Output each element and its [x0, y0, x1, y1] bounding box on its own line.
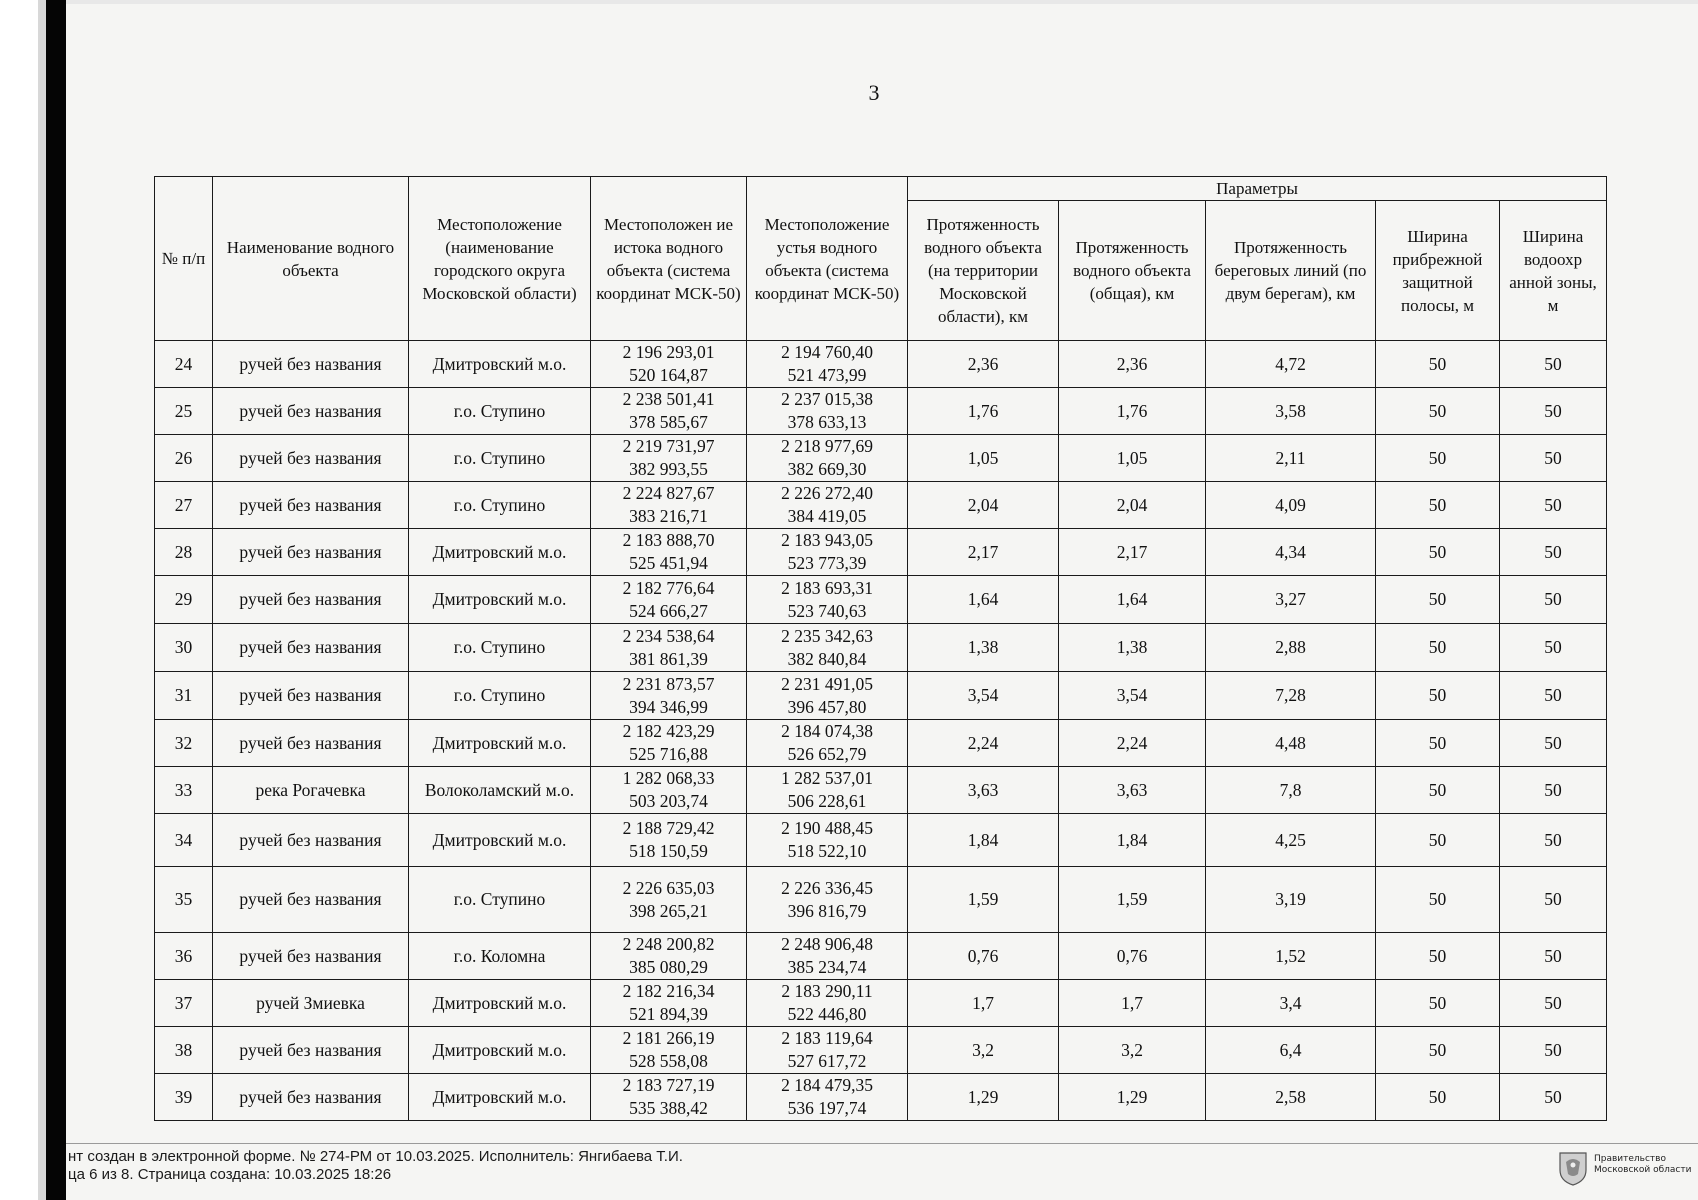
scan-top-edge [66, 0, 1698, 4]
row-len-total: 1,64 [1059, 576, 1206, 624]
source-x: 2 238 501,41 [622, 389, 715, 409]
row-location: Дмитровский м.о. [409, 341, 591, 388]
row-len-total: 2,24 [1059, 720, 1206, 767]
row-name: ручей без названия [213, 435, 409, 482]
source-x: 2 182 216,34 [622, 981, 715, 1001]
row-len-total: 0,76 [1059, 933, 1206, 980]
mouth-x: 2 235 342,63 [781, 625, 873, 646]
row-len-region: 0,76 [908, 933, 1059, 980]
row-protect-width: 50 [1500, 767, 1607, 814]
mouth-y: 523 740,63 [787, 600, 867, 621]
row-len-total: 1,38 [1059, 624, 1206, 672]
table-row [155, 867, 1607, 933]
row-len-region: 1,64 [908, 576, 1059, 624]
row-location: Дмитровский м.о. [409, 529, 591, 576]
table-body [155, 341, 1607, 1121]
mouth-x: 2 190 488,45 [781, 818, 873, 838]
mouth-x: 2 237 015,38 [781, 389, 873, 409]
row-coastal-width: 50 [1376, 576, 1500, 624]
row-source [591, 814, 747, 867]
row-source [591, 1027, 747, 1074]
mouth-y: 522 446,80 [787, 1004, 867, 1024]
table-row [155, 341, 1607, 388]
source-x: 2 182 776,64 [622, 577, 715, 598]
table-row [155, 529, 1607, 576]
row-num: 25 [155, 388, 213, 435]
table-row [155, 482, 1607, 529]
row-protect-width: 50 [1500, 1074, 1607, 1121]
source-x: 2 183 888,70 [622, 530, 715, 550]
row-protect-width: 50 [1500, 980, 1607, 1027]
footer-text [68, 1148, 683, 1184]
row-mouth [747, 529, 908, 576]
row-len-banks: 2,88 [1206, 624, 1376, 672]
mouth-x: 2 248 906,48 [781, 934, 873, 954]
row-len-banks: 2,11 [1206, 435, 1376, 482]
row-protect-width: 50 [1500, 814, 1607, 867]
source-y: 383 216,71 [629, 506, 708, 526]
mouth-y: 536 197,74 [787, 1098, 867, 1118]
source-y: 385 080,29 [629, 957, 708, 977]
source-x: 2 226 635,03 [622, 877, 715, 898]
row-num: 26 [155, 435, 213, 482]
row-mouth [747, 814, 908, 867]
table-row [155, 980, 1607, 1027]
row-name: ручей без названия [213, 1027, 409, 1074]
table-row [155, 624, 1607, 672]
row-source [591, 720, 747, 767]
row-coastal-width: 50 [1376, 814, 1500, 867]
row-location: Дмитровский м.о. [409, 814, 591, 867]
table-row [155, 388, 1607, 435]
row-len-total: 2,04 [1059, 482, 1206, 529]
row-len-region: 3,2 [908, 1027, 1059, 1074]
mouth-x: 2 184 074,38 [781, 721, 873, 741]
mouth-y: 396 457,80 [787, 696, 867, 717]
source-x: 2 183 727,19 [622, 1075, 715, 1095]
row-location: Дмитровский м.о. [409, 980, 591, 1027]
row-len-region: 1,84 [908, 814, 1059, 867]
source-x: 2 231 873,57 [622, 673, 715, 694]
table-row [155, 435, 1607, 482]
row-len-region: 3,63 [908, 767, 1059, 814]
row-name: река Рогачевка [213, 767, 409, 814]
mouth-x: 1 282 537,01 [781, 768, 873, 788]
row-len-total: 3,63 [1059, 767, 1206, 814]
page-number: 3 [868, 80, 880, 105]
row-protect-width: 50 [1500, 341, 1607, 388]
footer-line-1: нт создан в электронной форме. № 274-РМ от 10.03.2025. Исполнитель: Янгибаева Т.И. [68, 1148, 683, 1165]
source-x: 2 219 731,97 [622, 436, 715, 456]
row-protect-width: 50 [1500, 482, 1607, 529]
row-len-region: 1,38 [908, 624, 1059, 672]
row-location: г.о. Ступино [409, 672, 591, 720]
row-protect-width: 50 [1500, 1027, 1607, 1074]
source-x: 2 181 266,19 [622, 1028, 715, 1048]
row-coastal-width: 50 [1376, 867, 1500, 933]
row-len-total: 2,17 [1059, 529, 1206, 576]
row-len-banks: 1,52 [1206, 933, 1376, 980]
row-num: 35 [155, 867, 213, 933]
row-mouth [747, 1027, 908, 1074]
source-x: 2 188 729,42 [622, 818, 715, 838]
row-location: Дмитровский м.о. [409, 720, 591, 767]
row-num: 32 [155, 720, 213, 767]
mouth-y: 523 773,39 [787, 553, 867, 573]
row-source [591, 435, 747, 482]
row-num: 31 [155, 672, 213, 720]
row-len-banks: 2,58 [1206, 1074, 1376, 1121]
row-len-region: 1,76 [908, 388, 1059, 435]
mouth-y: 382 669,30 [787, 459, 867, 479]
footer-divider [66, 1143, 1698, 1144]
row-len-banks: 3,4 [1206, 980, 1376, 1027]
header-len-banks: Протяженность береговых линий (по двум берегам), км [1206, 201, 1376, 341]
row-mouth [747, 1074, 908, 1121]
mouth-y: 378 633,13 [787, 412, 867, 432]
row-source [591, 388, 747, 435]
row-name: ручей без названия [213, 482, 409, 529]
row-coastal-width: 50 [1376, 529, 1500, 576]
government-label-line-2: Московской области [1594, 1165, 1692, 1175]
row-coastal-width: 50 [1376, 720, 1500, 767]
row-num: 28 [155, 529, 213, 576]
row-mouth [747, 341, 908, 388]
row-location: г.о. Ступино [409, 435, 591, 482]
row-coastal-width: 50 [1376, 388, 1500, 435]
row-name: ручей без названия [213, 672, 409, 720]
row-num: 33 [155, 767, 213, 814]
row-len-region: 1,59 [908, 867, 1059, 933]
source-y: 503 203,74 [629, 791, 708, 811]
mouth-x: 2 183 290,11 [781, 981, 873, 1001]
row-num: 36 [155, 933, 213, 980]
header-location: Местоположение (наименование городского округа Московской области) [409, 177, 591, 341]
row-name: ручей без названия [213, 933, 409, 980]
row-len-total: 2,36 [1059, 341, 1206, 388]
mouth-y: 385 234,74 [787, 957, 867, 977]
mouth-y: 526 652,79 [787, 744, 867, 764]
mouth-y: 518 522,10 [787, 841, 867, 861]
table-row [155, 814, 1607, 867]
row-source [591, 672, 747, 720]
row-len-region: 1,05 [908, 435, 1059, 482]
row-len-region: 2,17 [908, 529, 1059, 576]
row-len-total: 1,7 [1059, 980, 1206, 1027]
table-row [155, 933, 1607, 980]
header-protect-width: Ширина водоохр анной зоны, м [1500, 201, 1607, 341]
row-source [591, 624, 747, 672]
row-len-total: 1,76 [1059, 388, 1206, 435]
row-protect-width: 50 [1500, 624, 1607, 672]
row-coastal-width: 50 [1376, 435, 1500, 482]
government-label [1594, 1154, 1691, 1176]
row-name: ручей без названия [213, 388, 409, 435]
row-source [591, 341, 747, 388]
coat-of-arms-icon [1558, 1150, 1588, 1186]
mouth-y: 384 419,05 [787, 506, 867, 526]
row-mouth [747, 672, 908, 720]
row-source [591, 767, 747, 814]
source-y: 525 451,94 [629, 553, 708, 573]
row-protect-width: 50 [1500, 672, 1607, 720]
government-label-line-1: Правительство [1594, 1154, 1666, 1164]
row-location: Дмитровский м.о. [409, 576, 591, 624]
row-protect-width: 50 [1500, 867, 1607, 933]
row-name: ручей без названия [213, 624, 409, 672]
row-source [591, 1074, 747, 1121]
table-row [155, 672, 1607, 720]
mouth-x: 2 218 977,69 [781, 436, 873, 456]
table-row [155, 1027, 1607, 1074]
row-name: ручей без названия [213, 867, 409, 933]
mouth-x: 2 183 693,31 [781, 577, 873, 598]
source-y: 394 346,99 [629, 696, 708, 717]
mouth-y: 382 840,84 [787, 648, 867, 669]
row-coastal-width: 50 [1376, 980, 1500, 1027]
row-protect-width: 50 [1500, 388, 1607, 435]
row-len-region: 3,54 [908, 672, 1059, 720]
mouth-x: 2 183 943,05 [781, 530, 873, 550]
mouth-x: 2 184 479,35 [781, 1075, 873, 1095]
row-num: 24 [155, 341, 213, 388]
table-row [155, 720, 1607, 767]
mouth-y: 506 228,61 [787, 791, 867, 811]
source-y: 518 150,59 [629, 841, 708, 861]
row-coastal-width: 50 [1376, 341, 1500, 388]
table-row [155, 767, 1607, 814]
row-name: ручей без названия [213, 814, 409, 867]
mouth-y: 527 617,72 [787, 1051, 867, 1071]
row-mouth [747, 435, 908, 482]
table-row [155, 576, 1607, 624]
row-len-total: 1,05 [1059, 435, 1206, 482]
row-len-region: 2,04 [908, 482, 1059, 529]
header-num: № п/п [155, 177, 213, 341]
row-name: ручей без названия [213, 576, 409, 624]
source-y: 525 716,88 [629, 744, 708, 764]
source-x: 2 248 200,82 [622, 934, 715, 954]
row-len-total: 3,2 [1059, 1027, 1206, 1074]
source-x: 2 234 538,64 [622, 625, 715, 646]
row-source [591, 867, 747, 933]
row-source [591, 482, 747, 529]
row-len-region: 2,36 [908, 341, 1059, 388]
row-num: 34 [155, 814, 213, 867]
mouth-x: 2 194 760,40 [781, 342, 873, 362]
row-len-total: 1,84 [1059, 814, 1206, 867]
mouth-y: 521 473,99 [787, 365, 867, 385]
row-len-region: 1,29 [908, 1074, 1059, 1121]
row-location: г.о. Ступино [409, 624, 591, 672]
row-source [591, 980, 747, 1027]
row-num: 39 [155, 1074, 213, 1121]
source-x: 2 224 827,67 [622, 483, 715, 503]
row-len-banks: 7,8 [1206, 767, 1376, 814]
row-len-total: 1,29 [1059, 1074, 1206, 1121]
header-len-total: Протяженность водного объекта (общая), км [1059, 201, 1206, 341]
water-objects-table [154, 176, 1607, 1121]
row-len-banks: 4,09 [1206, 482, 1376, 529]
mouth-x: 2 226 272,40 [781, 483, 873, 503]
row-protect-width: 50 [1500, 933, 1607, 980]
mouth-y: 396 816,79 [787, 900, 867, 921]
header-coastal-width: Ширина прибрежной защитной полосы, м [1376, 201, 1500, 341]
row-coastal-width: 50 [1376, 624, 1500, 672]
row-coastal-width: 50 [1376, 767, 1500, 814]
row-source [591, 529, 747, 576]
row-mouth [747, 720, 908, 767]
row-coastal-width: 50 [1376, 672, 1500, 720]
row-location: г.о. Коломна [409, 933, 591, 980]
row-mouth [747, 867, 908, 933]
row-location: г.о. Ступино [409, 482, 591, 529]
row-len-banks: 4,72 [1206, 341, 1376, 388]
table-header [155, 177, 1607, 341]
scan-dark-edge [0, 0, 66, 1200]
row-mouth [747, 388, 908, 435]
row-mouth [747, 576, 908, 624]
header-parameters: Параметры [908, 177, 1607, 201]
row-mouth [747, 482, 908, 529]
row-len-banks: 4,34 [1206, 529, 1376, 576]
row-num: 29 [155, 576, 213, 624]
source-y: 524 666,27 [629, 600, 708, 621]
header-mouth: Местоположение устья водного объекта (система координат МСК-50) [747, 177, 908, 341]
row-coastal-width: 50 [1376, 482, 1500, 529]
row-name: ручей Змиевка [213, 980, 409, 1027]
row-name: ручей без названия [213, 720, 409, 767]
row-len-banks: 7,28 [1206, 672, 1376, 720]
source-y: 378 585,67 [629, 412, 708, 432]
row-location: г.о. Ступино [409, 867, 591, 933]
row-coastal-width: 50 [1376, 1074, 1500, 1121]
row-len-region: 1,7 [908, 980, 1059, 1027]
source-y: 528 558,08 [629, 1051, 708, 1071]
row-len-region: 2,24 [908, 720, 1059, 767]
source-y: 381 861,39 [629, 648, 708, 669]
row-num: 38 [155, 1027, 213, 1074]
row-name: ручей без названия [213, 529, 409, 576]
source-y: 520 164,87 [629, 365, 708, 385]
row-len-banks: 3,58 [1206, 388, 1376, 435]
row-name: ручей без названия [213, 341, 409, 388]
row-name: ручей без названия [213, 1074, 409, 1121]
mouth-x: 2 231 491,05 [781, 673, 873, 694]
row-mouth [747, 980, 908, 1027]
row-len-banks: 4,48 [1206, 720, 1376, 767]
mouth-x: 2 183 119,64 [781, 1028, 873, 1048]
row-len-banks: 3,19 [1206, 867, 1376, 933]
header-name: Наименование водного объекта [213, 177, 409, 341]
row-mouth [747, 767, 908, 814]
row-protect-width: 50 [1500, 576, 1607, 624]
row-num: 37 [155, 980, 213, 1027]
row-coastal-width: 50 [1376, 933, 1500, 980]
row-len-banks: 6,4 [1206, 1027, 1376, 1074]
source-y: 382 993,55 [629, 459, 708, 479]
source-y: 398 265,21 [629, 900, 708, 921]
row-len-total: 1,59 [1059, 867, 1206, 933]
row-protect-width: 50 [1500, 720, 1607, 767]
row-len-banks: 4,25 [1206, 814, 1376, 867]
source-y: 521 894,39 [629, 1004, 708, 1024]
row-protect-width: 50 [1500, 435, 1607, 482]
row-protect-width: 50 [1500, 529, 1607, 576]
row-location: г.о. Ступино [409, 388, 591, 435]
row-len-banks: 3,27 [1206, 576, 1376, 624]
footer-line-2: ца 6 из 8. Страница создана: 10.03.2025 18:26 [68, 1166, 392, 1183]
source-y: 535 388,42 [629, 1098, 708, 1118]
row-source [591, 933, 747, 980]
header-len-region: Протяженность водного объекта (на территории Московской области), км [908, 201, 1059, 341]
row-mouth [747, 624, 908, 672]
row-len-total: 3,54 [1059, 672, 1206, 720]
source-x: 2 196 293,01 [622, 342, 715, 362]
header-source: Местоположен ие истока водного объекта (система координат МСК-50) [591, 177, 747, 341]
source-x: 1 282 068,33 [622, 768, 715, 788]
source-x: 2 182 423,29 [622, 721, 715, 741]
row-coastal-width: 50 [1376, 1027, 1500, 1074]
table-row [155, 1074, 1607, 1121]
row-source [591, 576, 747, 624]
row-location: Дмитровский м.о. [409, 1074, 591, 1121]
row-mouth [747, 933, 908, 980]
row-location: Дмитровский м.о. [409, 1027, 591, 1074]
mouth-x: 2 226 336,45 [781, 877, 873, 898]
row-num: 30 [155, 624, 213, 672]
row-location: Волоколамский м.о. [409, 767, 591, 814]
row-num: 27 [155, 482, 213, 529]
